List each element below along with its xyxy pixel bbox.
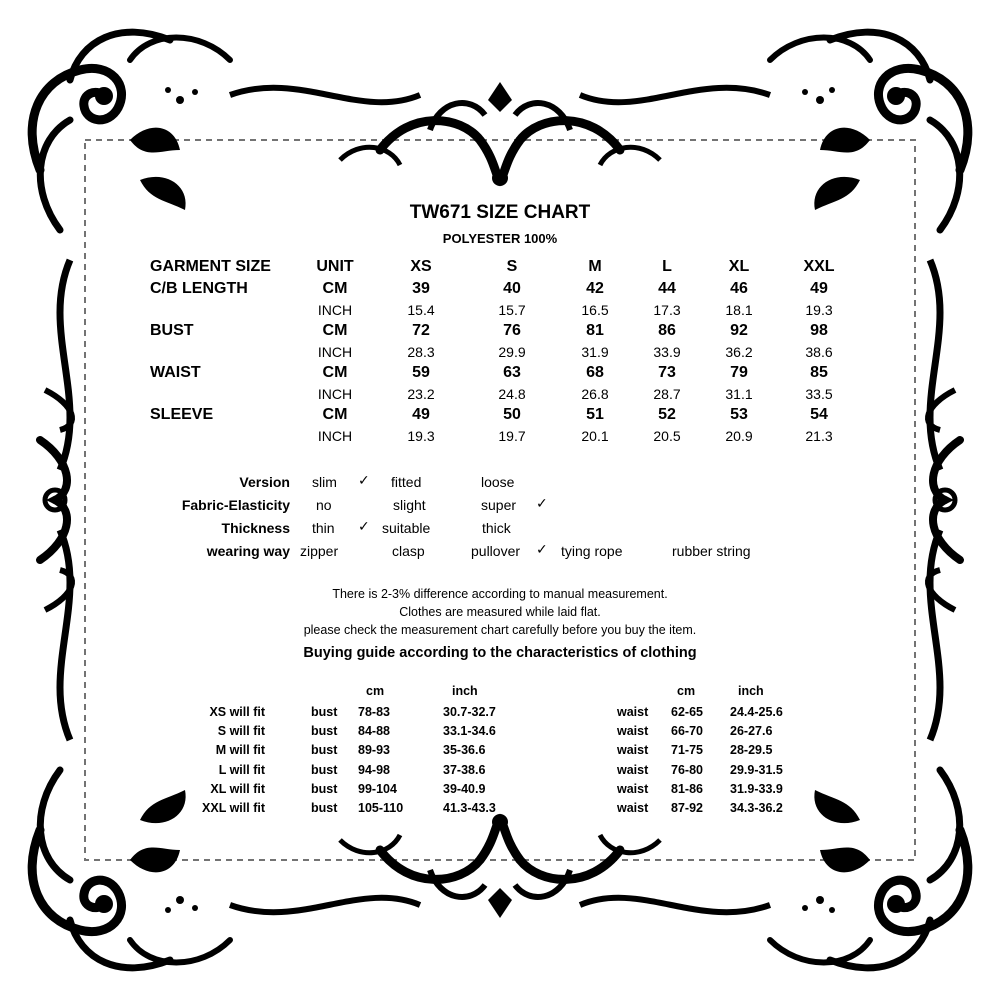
guide-waist-inch: 26-27.6 [730, 724, 773, 738]
cell-inch: 18.1 [725, 302, 753, 318]
cell-cm: 92 [730, 322, 748, 339]
guide-waist-inch: 24.4-25.6 [730, 705, 783, 719]
guide-bust-cm: 89-93 [358, 743, 390, 757]
option-thick: thick [482, 520, 511, 536]
check-icon: ✓ [536, 495, 548, 511]
cell-inch: 20.1 [581, 428, 609, 444]
guide-waist-cm: 71-75 [671, 743, 703, 757]
cell-cm: 49 [810, 280, 828, 297]
option-no: no [316, 497, 332, 513]
cell-cm: 44 [658, 280, 676, 297]
cell-inch: 21.3 [805, 428, 833, 444]
option-slim: slim [312, 474, 337, 490]
cell-cm: 54 [810, 406, 828, 423]
guide-cm-header: cm [366, 684, 385, 698]
guide-bust-cm: 78-83 [358, 705, 390, 719]
note-line: Clothes are measured while laid flat. [399, 605, 601, 619]
cell-cm: 40 [503, 280, 521, 297]
cell-cm: 85 [810, 364, 828, 381]
unit-cm: CM [322, 406, 348, 423]
cell-cm: 81 [586, 322, 604, 339]
cell-inch: 24.8 [498, 386, 526, 402]
option-super: super [481, 497, 517, 513]
cell-inch: 20.9 [725, 428, 753, 444]
option-tying-rope: tying rope [561, 543, 623, 559]
guide-bust-cm: 105-110 [358, 801, 404, 815]
guide-bust-inch: 39-40.9 [443, 782, 486, 796]
guide-inch-header: inch [452, 684, 478, 698]
option-zipper: zipper [300, 543, 339, 559]
cell-inch: 33.9 [653, 344, 681, 360]
elasticity-label: Fabric-Elasticity [181, 497, 290, 513]
guide-bust-cm: 99-104 [358, 782, 397, 796]
size-header-xxl: XXL [803, 258, 835, 275]
size-header-xl: XL [728, 258, 750, 275]
guide-bust-inch: 30.7-32.7 [443, 705, 496, 719]
guide-waist-inch: 28-29.5 [730, 743, 773, 757]
cell-inch: 28.3 [407, 344, 435, 360]
unit-inch: INCH [317, 428, 353, 444]
guide-bust-inch: 33.1-34.6 [443, 724, 496, 738]
cell-inch: 23.2 [407, 386, 435, 402]
guide-waist-cm: 87-92 [671, 801, 703, 815]
guide-bust-label: bust [311, 801, 338, 815]
cell-inch: 31.1 [725, 386, 753, 402]
cell-cm: 52 [658, 406, 676, 423]
guide-bust-inch: 37-38.6 [443, 763, 486, 777]
note-line: There is 2-3% difference according to manual measurement. [332, 587, 668, 601]
row-label-length: C/B LENGTH [150, 280, 248, 297]
unit-cm: CM [322, 280, 348, 297]
guide-waist-inch: 34.3-36.2 [730, 801, 783, 815]
row-label-sleeve: SLEEVE [150, 406, 214, 423]
guide-row-label: XXL will fit [202, 801, 265, 815]
size-header-xs: XS [410, 258, 432, 275]
option-slight: slight [393, 497, 426, 513]
cell-cm: 79 [730, 364, 748, 381]
guide-bust-label: bust [311, 705, 338, 719]
cell-cm: 86 [658, 322, 676, 339]
cell-cm: 50 [503, 406, 521, 423]
row-label-waist: WAIST [150, 364, 201, 381]
guide-bust-label: bust [311, 782, 338, 796]
guide-row-label: XL will fit [210, 782, 265, 796]
guide-bust-label: bust [311, 724, 338, 738]
guide-waist-cm: 81-86 [671, 782, 703, 796]
option-loose: loose [481, 474, 515, 490]
guide-waist-inch: 29.9-31.5 [730, 763, 783, 777]
cell-inch: 36.2 [725, 344, 753, 360]
guide-row-label: L will fit [218, 763, 265, 777]
size-header-s: S [506, 258, 518, 275]
cell-cm: 68 [586, 364, 604, 381]
guide-bust-inch: 35-36.6 [443, 743, 486, 757]
cell-cm: 98 [810, 322, 828, 339]
size-header-m: M [588, 258, 602, 275]
guide-waist-cm: 62-65 [671, 705, 703, 719]
cell-inch: 38.6 [805, 344, 833, 360]
cell-inch: 19.3 [407, 428, 435, 444]
guide-waist-label: waist [617, 705, 649, 719]
check-icon: ✓ [358, 472, 370, 488]
cell-cm: 46 [730, 280, 748, 297]
option-fitted: fitted [391, 474, 422, 490]
unit-header: UNIT [316, 258, 354, 275]
unit-inch: INCH [317, 344, 353, 360]
option-pullover: pullover [471, 543, 521, 559]
guide-row-label: M will fit [215, 743, 265, 757]
option-clasp: clasp [392, 543, 425, 559]
cell-cm: 42 [586, 280, 604, 297]
cell-inch: 15.4 [407, 302, 435, 318]
guide-cm-header: cm [677, 684, 696, 698]
guide-waist-label: waist [617, 782, 649, 796]
guide-bust-cm: 94-98 [358, 763, 390, 777]
cell-cm: 51 [586, 406, 604, 423]
unit-inch: INCH [317, 302, 353, 318]
cell-cm: 72 [412, 322, 430, 339]
cell-inch: 19.3 [805, 302, 833, 318]
cell-cm: 53 [730, 406, 748, 423]
option-thin: thin [312, 520, 335, 536]
guide-waist-label: waist [617, 763, 649, 777]
cell-inch: 17.3 [653, 302, 681, 318]
cell-cm: 59 [412, 364, 430, 381]
check-icon: ✓ [358, 518, 370, 534]
guide-bust-label: bust [311, 743, 338, 757]
guide-waist-label: waist [617, 724, 649, 738]
version-label: Version [239, 474, 290, 490]
guide-bust-cm: 84-88 [358, 724, 390, 738]
row-label-bust: BUST [150, 322, 194, 339]
guide-waist-cm: 76-80 [671, 763, 703, 777]
guide-waist-cm: 66-70 [671, 724, 703, 738]
garment-size-header: GARMENT SIZE [150, 258, 271, 275]
cell-inch: 33.5 [805, 386, 833, 402]
option-rubber-string: rubber string [672, 543, 751, 559]
cell-cm: 63 [503, 364, 521, 381]
wearing-way-label: wearing way [206, 543, 290, 559]
cell-cm: 49 [412, 406, 430, 423]
guide-inch-header: inch [738, 684, 764, 698]
unit-inch: INCH [317, 386, 353, 402]
guide-row-label: XS will fit [209, 705, 265, 719]
cell-inch: 31.9 [581, 344, 609, 360]
page-title: TW671 SIZE CHART [409, 202, 591, 223]
guide-waist-label: waist [617, 743, 649, 757]
material-label: POLYESTER 100% [442, 231, 558, 246]
cell-inch: 20.5 [653, 428, 681, 444]
cell-inch: 16.5 [581, 302, 609, 318]
cell-inch: 29.9 [498, 344, 526, 360]
guide-row-label: S will fit [217, 724, 265, 738]
cell-cm: 73 [658, 364, 676, 381]
cell-inch: 19.7 [498, 428, 526, 444]
guide-bust-inch: 41.3-43.3 [443, 801, 496, 815]
buying-guide-title: Buying guide according to the characteristics of clothing [303, 645, 697, 661]
guide-bust-label: bust [311, 763, 338, 777]
cell-cm: 76 [503, 322, 521, 339]
thickness-label: Thickness [221, 520, 290, 536]
unit-cm: CM [322, 322, 348, 339]
cell-inch: 28.7 [653, 386, 681, 402]
note-line: please check the measurement chart carefully before you buy the item. [303, 623, 697, 637]
option-suitable: suitable [382, 520, 431, 536]
guide-waist-inch: 31.9-33.9 [730, 782, 783, 796]
unit-cm: CM [322, 364, 348, 381]
check-icon: ✓ [536, 541, 548, 557]
guide-waist-label: waist [617, 801, 649, 815]
cell-cm: 39 [412, 280, 430, 297]
cell-inch: 26.8 [581, 386, 609, 402]
size-header-l: L [662, 258, 672, 275]
cell-inch: 15.7 [498, 302, 526, 318]
